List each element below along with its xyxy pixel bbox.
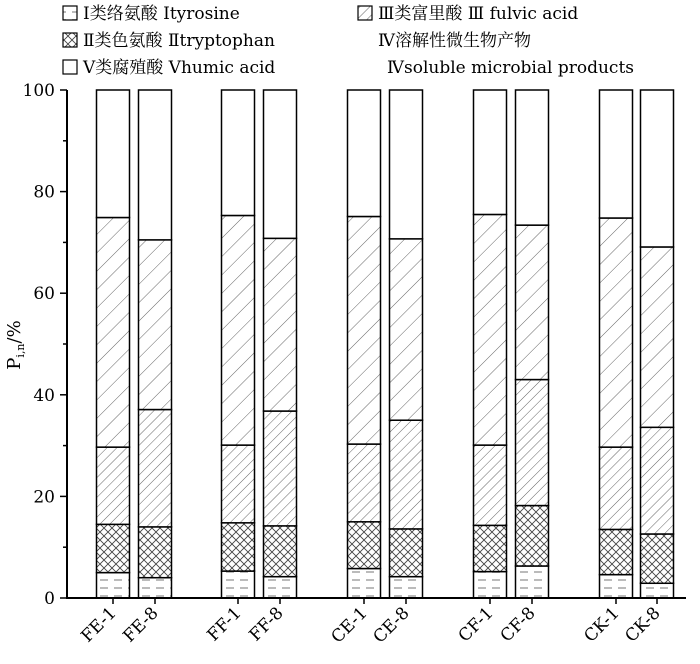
x-tick-label-CE-8: CE-8 (369, 603, 414, 648)
bar-FF-1-series-5 (222, 90, 255, 215)
legend-swatch-col1-2 (63, 60, 77, 74)
bar-CE-8-series-5 (390, 90, 423, 239)
bar-CE-1-series-2 (348, 522, 381, 569)
bar-CF-1-series-3 (474, 445, 507, 525)
bar-CK-8-series-2 (641, 534, 674, 583)
bar-CK-1-series-5 (600, 90, 633, 218)
legend-label-col1-2: Ⅴ类腐殖酸 Ⅴhumic acid (83, 58, 276, 78)
legend-label-col2-0: Ⅲ类富里酸 Ⅲ fulvic acid (378, 4, 579, 24)
legend-label-col1-0: Ⅰ类络氨酸 Ⅰtyrosine (83, 4, 240, 24)
bar-CE-1-series-5 (348, 90, 381, 216)
bar-CK-8-series-3 (641, 427, 674, 534)
bar-FE-1-series-4 (97, 218, 130, 448)
bar-FF-8-series-2 (264, 526, 297, 577)
bar-CF-1-series-1 (474, 572, 507, 598)
bar-FE-1-series-2 (97, 524, 130, 572)
bar-CK-8-series-4 (641, 247, 674, 427)
bar-FF-1-series-4 (222, 215, 255, 445)
bar-FE-1-series-3 (97, 447, 130, 524)
legend-label-col2-2: Ⅳsoluble microbial products (387, 58, 634, 78)
legend-swatch-col1-1 (63, 33, 77, 47)
bar-CK-1-series-4 (600, 218, 633, 447)
bar-CE-1-series-1 (348, 569, 381, 598)
bar-CF-8-series-1 (516, 566, 549, 598)
bar-CE-8-series-3 (390, 420, 423, 529)
bar-FF-1-series-1 (222, 571, 255, 598)
x-tick-label-CF-1: CF-1 (454, 603, 498, 647)
bar-CE-8-series-4 (390, 239, 423, 420)
x-tick-label-FE-8: FE-8 (119, 603, 163, 647)
bar-CK-1-series-3 (600, 447, 633, 529)
x-tick-label-CK-8: CK-8 (621, 603, 665, 647)
bar-CF-8-series-2 (516, 506, 549, 566)
bar-CF-8-series-5 (516, 90, 549, 225)
bar-FE-8-series-3 (139, 410, 172, 527)
bar-CK-1-series-2 (600, 529, 633, 574)
bar-FF-8-series-5 (264, 90, 297, 238)
y-tick-label-4: 80 (33, 182, 55, 203)
bar-FE-8-series-1 (139, 578, 172, 598)
bar-FF-8-series-3 (264, 411, 297, 526)
y-axis-label (4, 320, 27, 369)
bar-CF-8-series-3 (516, 380, 549, 506)
x-tick-label-CK-1: CK-1 (580, 603, 624, 647)
y-tick-label-1: 20 (33, 487, 55, 508)
bar-CE-8-series-2 (390, 529, 423, 577)
bar-FE-1-series-5 (97, 90, 130, 218)
legend-label-col1-1: Ⅱ类色氨酸 Ⅱtryptophan (83, 31, 275, 51)
legend-swatch-col2-0 (358, 6, 372, 20)
legend-label-col2-1: Ⅳ溶解性微生物产物 (378, 31, 531, 51)
bars-group (97, 90, 674, 598)
y-tick-label-3: 60 (33, 284, 55, 305)
bar-CF-1-series-2 (474, 525, 507, 571)
bar-CK-8-series-1 (641, 583, 674, 598)
bar-CF-1-series-5 (474, 90, 507, 214)
x-tick-label-CE-1: CE-1 (327, 603, 372, 648)
bar-CE-1-series-3 (348, 444, 381, 522)
x-tick-label-CF-8: CF-8 (496, 603, 540, 647)
y-tick-label-0: 0 (44, 589, 55, 609)
bar-CK-1-series-1 (600, 575, 633, 598)
bar-CE-8-series-1 (390, 577, 423, 598)
bar-FE-8-series-2 (139, 527, 172, 578)
bar-CK-8-series-5 (641, 90, 674, 247)
bar-FE-1-series-1 (97, 573, 130, 598)
bar-FF-1-series-2 (222, 523, 255, 571)
y-axis-label-suffix: /% (4, 320, 25, 344)
bar-FE-8-series-5 (139, 90, 172, 240)
y-axis-label-subscript: i,n (14, 343, 27, 358)
x-tick-label-FF-8: FF-8 (245, 603, 288, 646)
x-tick-label-FF-1: FF-1 (203, 603, 246, 646)
legend (63, 3, 634, 78)
bar-FF-8-series-4 (264, 238, 297, 411)
bar-FE-8-series-4 (139, 240, 172, 410)
y-tick-label-2: 40 (33, 385, 55, 406)
bar-FF-8-series-1 (264, 577, 297, 598)
legend-swatch-col1-0 (63, 6, 77, 20)
bar-FF-1-series-3 (222, 445, 255, 523)
y-tick-label-5: 100 (22, 81, 55, 101)
x-tick-label-FE-1: FE-1 (77, 603, 121, 647)
y-axis-label-main: P (4, 357, 25, 370)
bar-CF-1-series-4 (474, 214, 507, 445)
bar-CF-8-series-4 (516, 225, 549, 379)
bar-CE-1-series-4 (348, 216, 381, 444)
